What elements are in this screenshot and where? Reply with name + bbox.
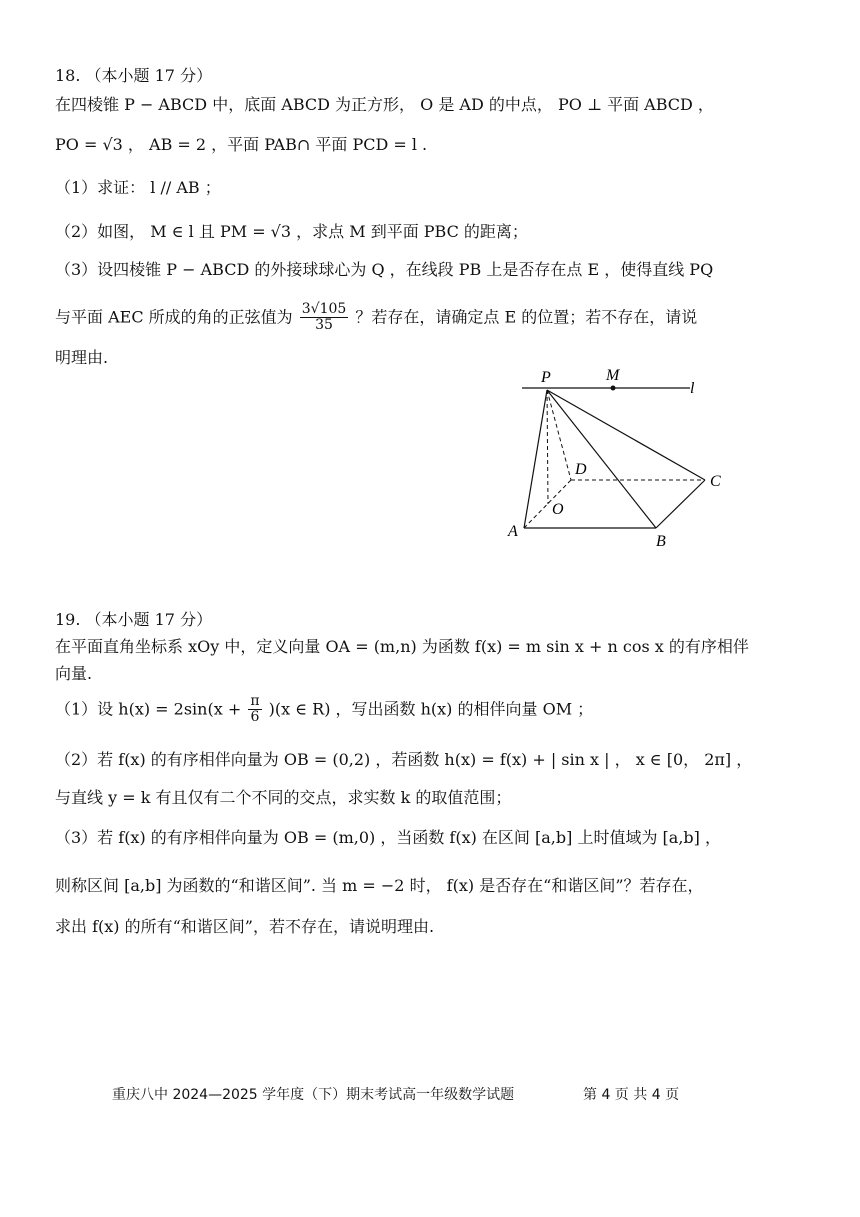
q19-part1 <box>55 694 593 726</box>
q19-header: 19. （本小题 17 分） <box>55 610 213 629</box>
q19-part2-line2: 与直线 y = k 有且仅有二个不同的交点，求实数 k 的取值范围； <box>55 788 512 807</box>
q19-part3-line3: 求出 f(x) 的所有“和谐区间”，若不存在，请说明理由. <box>55 917 435 936</box>
label-p: P <box>541 369 551 386</box>
q19-fraction-numerator: π <box>250 693 260 709</box>
q18-part3-line3: 明理由. <box>55 348 109 367</box>
label-a: A <box>508 523 518 540</box>
q18-statement-line1: 在四棱锥 P − ABCD 中，底面 ABCD 为正方形， O 是 AD 的中点， PO ⊥ 平面 ABCD ， <box>55 95 714 114</box>
point-m-dot <box>611 386 616 391</box>
label-b: B <box>656 533 666 550</box>
q18-part2: （2）如图， M ∈ l 且 PM = √3 ，求点 M 到平面 PBC 的距离； <box>55 222 528 241</box>
edge-pc <box>547 390 705 480</box>
q19-fraction-denominator: 6 <box>250 709 260 726</box>
q18-part3-line1: （3）设四棱锥 P − ABCD 的外接球球心为 Q ，在线段 PB 上是否存在点 E ，使得直线 PQ <box>55 260 714 279</box>
label-l: l <box>690 380 695 397</box>
q19-statement-line2: 向量. <box>55 664 93 683</box>
segment-po <box>547 390 548 504</box>
q19-part3-line2: 则称区间 [a,b] 为函数的“和谐区间”. 当 m = −2 时， f(x) 是否存在“和谐区间”？若存在， <box>55 876 704 895</box>
edge-pd <box>547 390 571 480</box>
edge-pa <box>524 390 547 528</box>
edge-bc <box>656 480 705 528</box>
footer-page-number: 第 4 页 共 4 页 <box>583 1087 680 1103</box>
footer-exam-title: 重庆八中 2024—2025 学年度（下）期末考试高一年级数学试题 <box>112 1087 515 1103</box>
label-o: O <box>552 501 564 518</box>
q18-statement-line2: PO = √3 ， AB = 2 ，平面 PAB∩ 平面 PCD = l . <box>55 135 428 154</box>
q18-part1: （1）求证： l // AB ； <box>55 178 221 197</box>
q18-header: 18. （本小题 17 分） <box>55 66 213 85</box>
q19-pi-fraction <box>248 694 261 726</box>
q19-part1-text-before: （1）设 h(x) = 2sin(x + <box>55 699 242 719</box>
label-c: C <box>710 473 721 490</box>
q18-sine-fraction <box>300 302 349 334</box>
pyramid-figure <box>500 360 740 550</box>
q19-part2-line1: （2）若 f(x) 的有序相伴向量为 OB = (0,2) ，若函数 h(x) = f(x) + | sin x | ， x ∈ [0， 2π] ， <box>55 750 753 769</box>
q19-statement-line1: 在平面直角坐标系 xOy 中，定义向量 OA = (m,n) 为函数 f(x) = m sin x + n cos x 的有序相伴 <box>55 637 749 656</box>
label-m: M <box>606 367 620 384</box>
q19-part3-line1: （3）若 f(x) 的有序相伴向量为 OB = (m,0) ，当函数 f(x) 在区间 [a,b] 上时值域为 [a,b] ， <box>55 828 721 847</box>
q19-part1-text-after: )(x ∈ R) ，写出函数 h(x) 的相伴向量 OM ； <box>268 699 594 719</box>
q18-part3-text-before: 与平面 AEC 所成的角的正弦值为 <box>55 307 293 327</box>
q18-fraction-denominator: 35 <box>315 317 333 334</box>
label-d: D <box>575 461 587 478</box>
q18-fraction-numerator: 3√105 <box>301 301 347 317</box>
q18-part3-line2 <box>55 302 697 334</box>
q18-part3-text-after: ？若存在，请确定点 E 的位置；若不存在，请说 <box>355 307 698 327</box>
